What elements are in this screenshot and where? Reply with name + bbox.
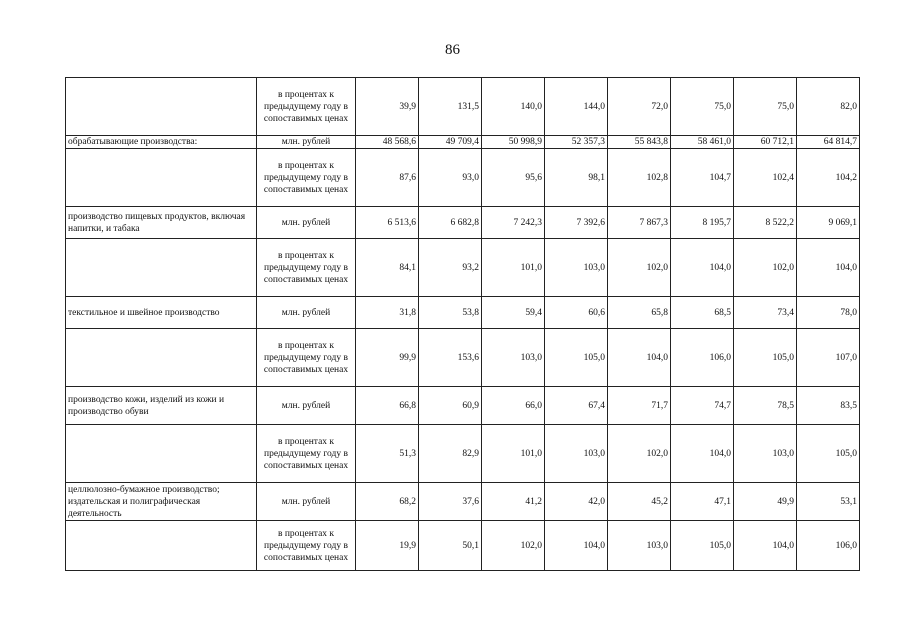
row-label: целлюлозно-бумажное производство; издательская и полиграфическая деятельность [66,483,257,521]
value-cell: 68,5 [671,297,734,329]
row-unit: в процентах к предыдущему году в сопоставимых ценах [257,329,356,387]
value-cell: 75,0 [734,78,797,136]
value-cell: 101,0 [482,239,545,297]
row-label [66,239,257,297]
row-unit: млн. рублей [257,207,356,239]
row-unit: млн. рублей [257,483,356,521]
value-cell: 84,1 [356,239,419,297]
value-cell: 49,9 [734,483,797,521]
value-cell: 52 357,3 [545,136,608,149]
value-cell: 78,0 [797,297,860,329]
value-cell: 45,2 [608,483,671,521]
value-cell: 55 843,8 [608,136,671,149]
value-cell: 66,8 [356,387,419,425]
row-unit: в процентах к предыдущему году в сопоставимых ценах [257,239,356,297]
value-cell: 8 195,7 [671,207,734,239]
value-cell: 102,0 [734,239,797,297]
table-row-percent [66,239,860,297]
table-row-absolute [66,297,860,329]
value-cell: 39,9 [356,78,419,136]
value-cell: 104,0 [671,425,734,483]
value-cell: 95,6 [482,149,545,207]
value-cell: 59,4 [482,297,545,329]
value-cell: 66,0 [482,387,545,425]
value-cell: 53,8 [419,297,482,329]
value-cell: 50,1 [419,521,482,571]
row-label [66,329,257,387]
row-label: производство кожи, изделий из кожи и производство обуви [66,387,257,425]
value-cell: 102,0 [608,239,671,297]
value-cell: 53,1 [797,483,860,521]
value-cell: 106,0 [671,329,734,387]
value-cell: 102,8 [608,149,671,207]
value-cell: 31,8 [356,297,419,329]
value-cell: 105,0 [797,425,860,483]
row-unit: в процентах к предыдущему году в сопоставимых ценах [257,78,356,136]
table-row-percent [66,425,860,483]
value-cell: 103,0 [482,329,545,387]
page-number: 86 [445,42,460,58]
value-cell: 103,0 [608,521,671,571]
table-row-percent [66,149,860,207]
value-cell: 37,6 [419,483,482,521]
value-cell: 140,0 [482,78,545,136]
value-cell: 73,4 [734,297,797,329]
value-cell: 107,0 [797,329,860,387]
value-cell: 104,0 [545,521,608,571]
row-unit: в процентах к предыдущему году в сопоставимых ценах [257,149,356,207]
table-row-percent [66,521,860,571]
value-cell: 103,0 [545,239,608,297]
value-cell: 74,7 [671,387,734,425]
row-unit: в процентах к предыдущему году в сопоставимых ценах [257,425,356,483]
row-unit: млн. рублей [257,297,356,329]
value-cell: 7 242,3 [482,207,545,239]
value-cell: 82,0 [797,78,860,136]
value-cell: 93,2 [419,239,482,297]
value-cell: 104,0 [671,239,734,297]
value-cell: 75,0 [671,78,734,136]
table-row-absolute [66,387,860,425]
value-cell: 105,0 [734,329,797,387]
row-label [66,78,257,136]
value-cell: 6 513,6 [356,207,419,239]
value-cell: 82,9 [419,425,482,483]
value-cell: 68,2 [356,483,419,521]
table-row-percent [66,329,860,387]
value-cell: 60 712,1 [734,136,797,149]
value-cell: 144,0 [545,78,608,136]
value-cell: 104,0 [797,239,860,297]
value-cell: 78,5 [734,387,797,425]
value-cell: 106,0 [797,521,860,571]
value-cell: 7 392,6 [545,207,608,239]
value-cell: 102,0 [608,425,671,483]
row-unit: млн. рублей [257,136,356,149]
row-label: производство пищевых продуктов, включая напитки, и табака [66,207,257,239]
value-cell: 104,2 [797,149,860,207]
row-label [66,425,257,483]
value-cell: 49 709,4 [419,136,482,149]
value-cell: 101,0 [482,425,545,483]
value-cell: 67,4 [545,387,608,425]
value-cell: 9 069,1 [797,207,860,239]
value-cell: 48 568,6 [356,136,419,149]
value-cell: 104,0 [734,521,797,571]
value-cell: 105,0 [671,521,734,571]
value-cell: 104,7 [671,149,734,207]
value-cell: 47,1 [671,483,734,521]
value-cell: 99,9 [356,329,419,387]
value-cell: 71,7 [608,387,671,425]
value-cell: 72,0 [608,78,671,136]
value-cell: 87,6 [356,149,419,207]
value-cell: 51,3 [356,425,419,483]
value-cell: 102,4 [734,149,797,207]
row-unit: млн. рублей [257,387,356,425]
value-cell: 153,6 [419,329,482,387]
value-cell: 41,2 [482,483,545,521]
value-cell: 83,5 [797,387,860,425]
value-cell: 105,0 [545,329,608,387]
value-cell: 50 998,9 [482,136,545,149]
value-cell: 6 682,8 [419,207,482,239]
value-cell: 19,9 [356,521,419,571]
value-cell: 60,9 [419,387,482,425]
table-row-absolute [66,207,860,239]
value-cell: 7 867,3 [608,207,671,239]
value-cell: 131,5 [419,78,482,136]
value-cell: 103,0 [734,425,797,483]
row-label [66,521,257,571]
row-unit: в процентах к предыдущему году в сопоставимых ценах [257,521,356,571]
statistics-table [65,77,860,571]
value-cell: 42,0 [545,483,608,521]
row-label: обрабатывающие производства: [66,136,257,149]
value-cell: 64 814,7 [797,136,860,149]
table-row-absolute [66,483,860,521]
row-label [66,149,257,207]
table-row-percent [66,78,860,136]
table-body [66,78,860,571]
value-cell: 65,8 [608,297,671,329]
table-row-absolute [66,136,860,149]
value-cell: 93,0 [419,149,482,207]
value-cell: 98,1 [545,149,608,207]
value-cell: 58 461,0 [671,136,734,149]
value-cell: 60,6 [545,297,608,329]
row-label: текстильное и швейное производство [66,297,257,329]
value-cell: 103,0 [545,425,608,483]
value-cell: 102,0 [482,521,545,571]
value-cell: 104,0 [608,329,671,387]
value-cell: 8 522,2 [734,207,797,239]
